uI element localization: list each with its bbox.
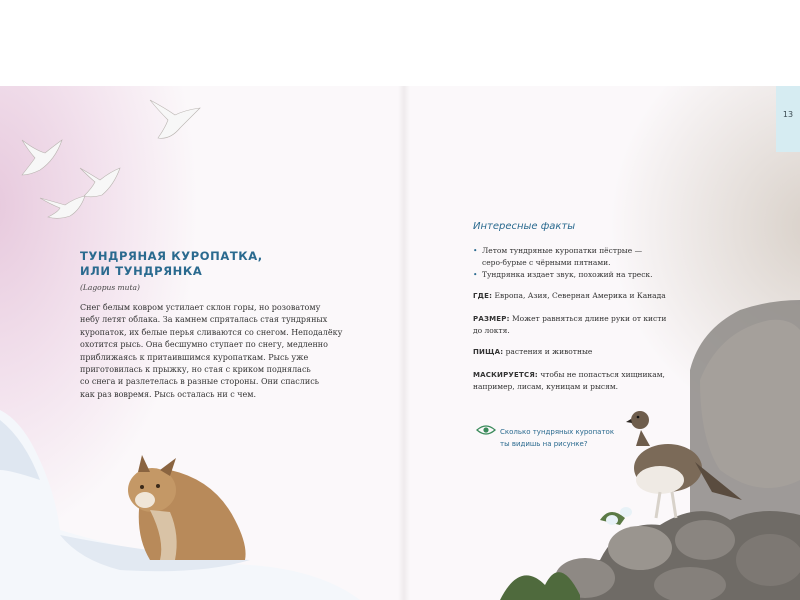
fact-value: например, лисам, куницам и рысям. [473,382,619,391]
flying-birds [22,100,200,218]
eye-icon [476,424,496,436]
text-line: охотится рысь. Она бесшумно ступает по снегу, медленно [80,340,328,350]
title-line: ИЛИ ТУНДРЯНКА [80,264,203,278]
fact-camouflage [473,369,665,393]
snow-puff [606,515,618,525]
facts-heading: Интересные факты [473,221,576,232]
snow-puff [620,507,632,517]
rock [608,526,672,570]
question-text [500,426,614,450]
fact-label: ПИЩА: [473,348,504,356]
fact-value: растения и животные [505,347,593,356]
text-line: приближаясь к притаившимся куропаткам. Рысь уже [80,352,309,362]
text-line: со снега и разлетелась в разные стороны. Они спаслись [80,377,320,387]
fact-value: чтобы не попасться хищникам, [540,370,665,379]
facts-bullets [473,245,653,281]
text-line: Снег белым ковром устилает склон горы, но розоватому [80,303,321,312]
fact-label: МАСКИРУЕТСЯ: [473,371,538,379]
text-line: куропаток, их белые перья сливаются со снегом. Неподалёку [80,327,343,337]
fact-where [473,290,666,302]
fact-text: Тундрянка издает звук, похожий на треск. [482,270,653,279]
fact-label: ГДЕ: [473,292,493,300]
question-line: ты видишь на рисунке? [500,440,588,448]
fact-food [473,346,592,358]
article-title [80,249,263,279]
text-line: небу летят облака. За камнем спряталась стая тундряных [80,315,328,325]
fact-value: Европа, Азия, Северная Америка и Канада [494,291,666,300]
fact-bullet: • Летом тундряные куропатки пёстрые — [473,246,643,255]
rock [675,520,735,560]
page-number: 13 [782,110,794,119]
text-line: как раз вовремя. Рысь осталась ни с чем. [80,389,257,399]
lynx-illustration [128,455,246,560]
text-line: приготовилась к прыжку, но стая с криком поднялась [80,365,311,375]
fact-value: до локтя. [473,326,510,335]
fact-label: РАЗМЕР: [473,315,510,323]
story-text [80,302,343,401]
fact-value: Может равняться длине руки от кисти [512,314,667,323]
title-line: ТУНДРЯНАЯ КУРОПАТКА, [80,249,263,263]
fact-text: Летом тундряные куропатки пёстрые — [482,246,643,255]
fact-size [473,313,666,337]
fact-text: серо-бурые с чёрными пятнами. [482,258,611,267]
fact-bullet: • Тундрянка издает звук, похожий на треск. [473,270,653,279]
question-line: Сколько тундряных куропаток [500,428,615,436]
page-tab [776,86,800,152]
latin-name: (Lagopus muta) [80,283,140,292]
